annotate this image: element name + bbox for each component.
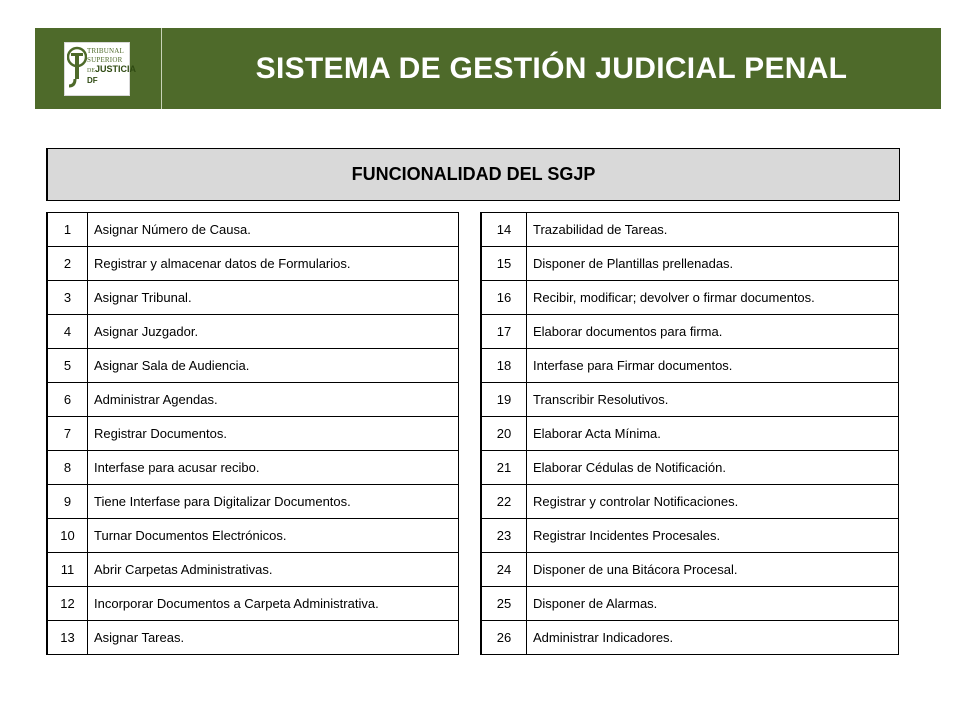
table-row — [481, 485, 899, 519]
row-number: 25 — [481, 587, 527, 621]
row-number: 11 — [47, 553, 88, 587]
row-number: 18 — [481, 349, 527, 383]
table-row — [481, 281, 899, 315]
table-row — [481, 383, 899, 417]
row-number: 5 — [47, 349, 88, 383]
table-row — [47, 315, 459, 349]
table-row — [481, 349, 899, 383]
row-description: Asignar Sala de Audiencia. — [88, 349, 459, 383]
page-title: SISTEMA DE GESTIÓN JUDICIAL PENAL — [255, 52, 848, 85]
row-description: Abrir Carpetas Administrativas. — [88, 553, 459, 587]
row-number: 4 — [47, 315, 88, 349]
table-row — [481, 553, 899, 587]
row-number: 15 — [481, 247, 527, 281]
logo-line-superior: SUPERIOR — [87, 56, 123, 64]
table-row — [481, 417, 899, 451]
row-number: 19 — [481, 383, 527, 417]
row-number: 1 — [47, 213, 88, 247]
table-row — [47, 383, 459, 417]
table-row — [47, 485, 459, 519]
table-row — [481, 587, 899, 621]
row-number: 8 — [47, 451, 88, 485]
row-number: 2 — [47, 247, 88, 281]
row-description: Registrar y controlar Notificaciones. — [527, 485, 899, 519]
row-description: Registrar Incidentes Procesales. — [527, 519, 899, 553]
table-row — [481, 519, 899, 553]
row-description: Disponer de Alarmas. — [527, 587, 899, 621]
tribunal-emblem-icon — [67, 46, 87, 90]
row-description: Turnar Documentos Electrónicos. — [88, 519, 459, 553]
row-number: 20 — [481, 417, 527, 451]
logo-line-tribunal: TRIBUNAL — [87, 47, 124, 55]
table-row — [481, 213, 899, 247]
row-description: Recibir, modificar; devolver o firmar documentos. — [527, 281, 899, 315]
table-row — [47, 553, 459, 587]
table-row — [47, 349, 459, 383]
row-description: Incorporar Documentos a Carpeta Administrativa. — [88, 587, 459, 621]
table-row — [47, 247, 459, 281]
logo-line-de: DE — [87, 68, 95, 74]
row-number: 3 — [47, 281, 88, 315]
table-row — [47, 587, 459, 621]
row-description: Registrar Documentos. — [88, 417, 459, 451]
row-description: Interfase para acusar recibo. — [88, 451, 459, 485]
row-description: Transcribir Resolutivos. — [527, 383, 899, 417]
header-banner — [35, 28, 941, 109]
table-row — [481, 247, 899, 281]
row-description: Asignar Tareas. — [88, 621, 459, 655]
table-row — [47, 519, 459, 553]
row-number: 24 — [481, 553, 527, 587]
table-row — [481, 315, 899, 349]
row-number: 6 — [47, 383, 88, 417]
row-number: 17 — [481, 315, 527, 349]
row-description: Registrar y almacenar datos de Formularios. — [88, 247, 459, 281]
row-number: 13 — [47, 621, 88, 655]
row-number: 12 — [47, 587, 88, 621]
table-row — [47, 451, 459, 485]
logo-line-df: DF — [87, 76, 98, 85]
functionality-title: FUNCIONALIDAD DEL SGJP — [351, 164, 596, 184]
table-row — [47, 621, 459, 655]
row-number: 14 — [481, 213, 527, 247]
row-number: 26 — [481, 621, 527, 655]
row-description: Administrar Indicadores. — [527, 621, 899, 655]
row-number: 22 — [481, 485, 527, 519]
row-description: Interfase para Firmar documentos. — [527, 349, 899, 383]
row-description: Tiene Interfase para Digitalizar Documentos. — [88, 485, 459, 519]
row-number: 21 — [481, 451, 527, 485]
functionality-title-box — [46, 148, 900, 201]
row-description: Asignar Número de Causa. — [88, 213, 459, 247]
row-description: Elaborar documentos para firma. — [527, 315, 899, 349]
row-number: 10 — [47, 519, 88, 553]
logo-line-justicia — [87, 65, 136, 76]
row-description: Elaborar Acta Mínima. — [527, 417, 899, 451]
row-description: Elaborar Cédulas de Notificación. — [527, 451, 899, 485]
table-row — [47, 213, 459, 247]
row-number: 23 — [481, 519, 527, 553]
logo-line-justicia-word: JUSTICIA — [95, 64, 137, 74]
row-description: Asignar Juzgador. — [88, 315, 459, 349]
row-description: Disponer de Plantillas prellenadas. — [527, 247, 899, 281]
table-row — [481, 451, 899, 485]
row-number: 9 — [47, 485, 88, 519]
row-description: Disponer de una Bitácora Procesal. — [527, 553, 899, 587]
row-number: 7 — [47, 417, 88, 451]
table-row — [47, 417, 459, 451]
functionality-table-right — [480, 212, 899, 655]
row-description: Trazabilidad de Tareas. — [527, 213, 899, 247]
row-description: Administrar Agendas. — [88, 383, 459, 417]
tribunal-logo — [64, 42, 137, 96]
logo-area — [35, 28, 161, 109]
row-number: 16 — [481, 281, 527, 315]
functionality-table-left — [46, 212, 459, 655]
table-row — [47, 281, 459, 315]
table-row — [481, 621, 899, 655]
row-description: Asignar Tribunal. — [88, 281, 459, 315]
